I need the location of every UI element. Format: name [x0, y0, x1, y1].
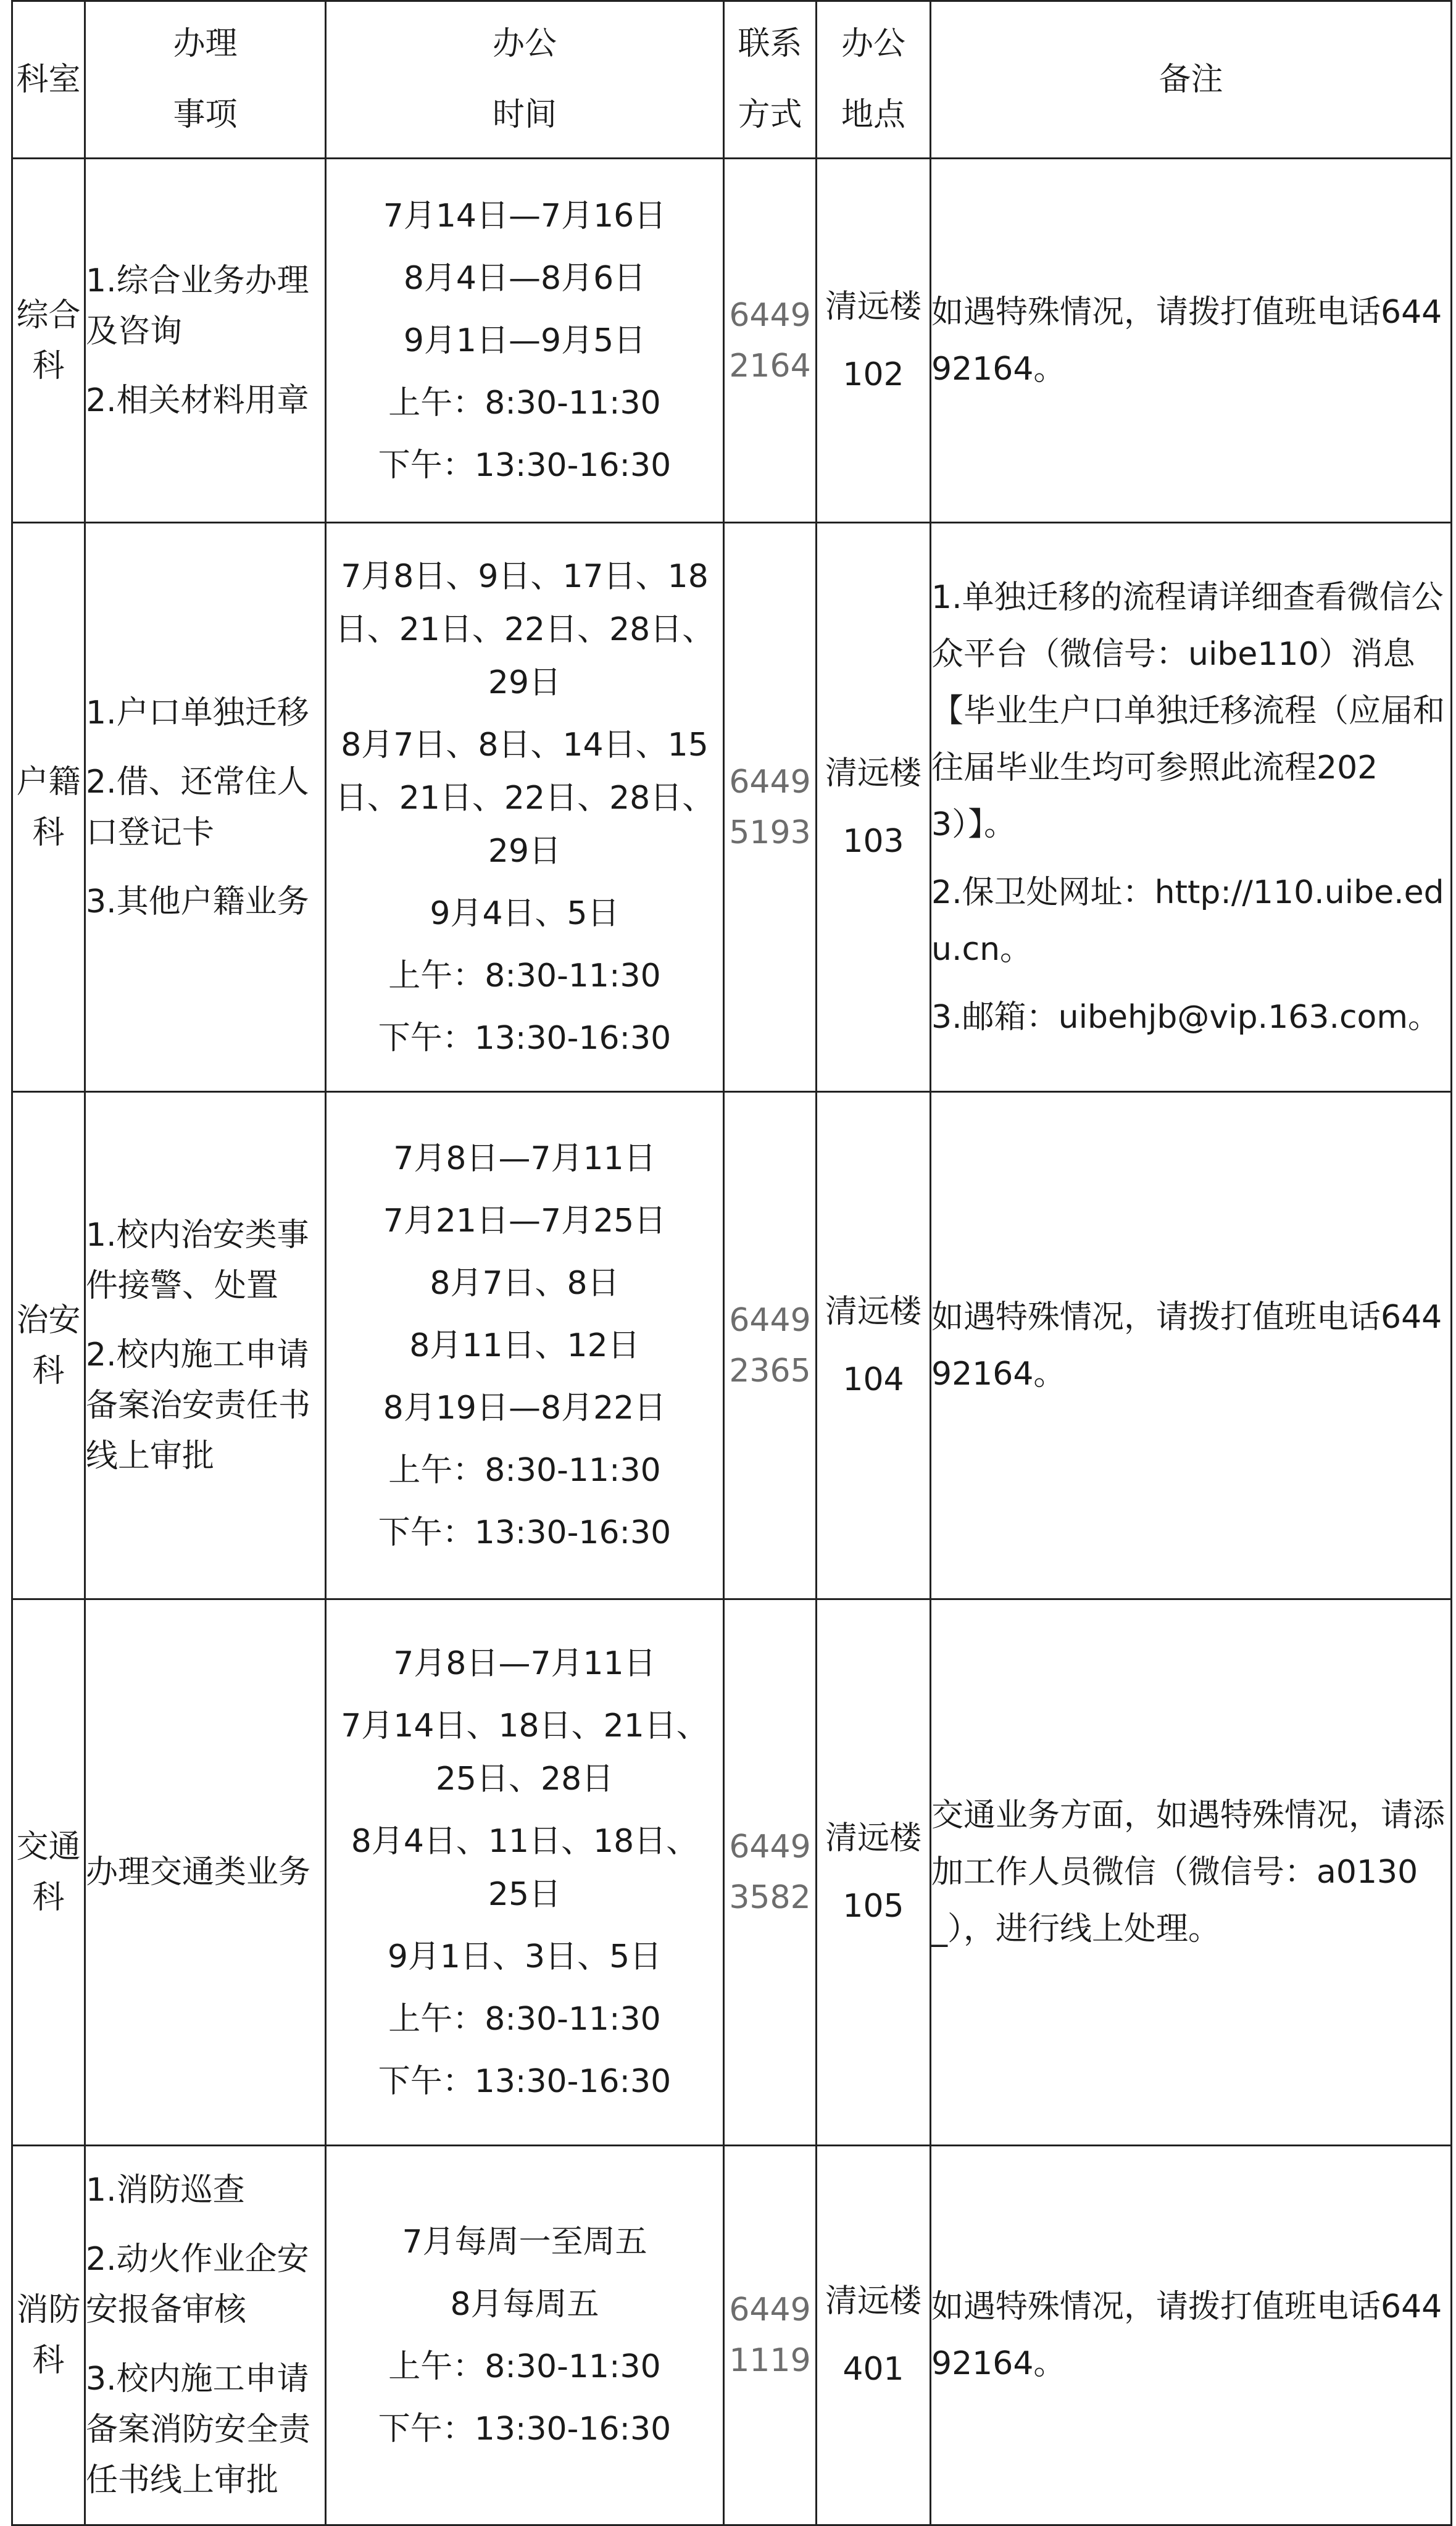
office-time: 9月1日、3日、5日 — [387, 1938, 662, 1975]
header-dept-label: 科室 — [16, 61, 81, 98]
service-item: 2.动火作业企安安报备审核 — [86, 2241, 309, 2328]
dept-cell — [12, 1092, 85, 1599]
phone-number: 3582 — [729, 1879, 811, 1916]
header-contact — [724, 1, 817, 159]
note-cell — [931, 159, 1452, 523]
office-time: 上午：8:30-11:30 — [388, 1451, 661, 1489]
office-time: 7月8日、9日、17日、18日、21日、22日、28日、29日 — [335, 557, 715, 701]
items-cell — [85, 523, 326, 1092]
dept-name: 科 — [32, 814, 65, 851]
office-time: 7月21日—7月25日 — [383, 1202, 667, 1240]
office-time: 上午：8:30-11:30 — [388, 957, 661, 994]
note-text: 如遇特殊情况，请拨打值班电话64492164。 — [931, 293, 1442, 388]
header-dept — [12, 1, 85, 159]
dept-name: 科 — [32, 1879, 65, 1916]
location-cell — [817, 2146, 931, 2525]
location-cell — [817, 1599, 931, 2146]
phone-number: 6449 — [729, 763, 811, 801]
dept-cell — [12, 1599, 85, 2146]
office-time: 上午：8:30-11:30 — [388, 384, 661, 422]
phone-number: 6449 — [729, 1301, 811, 1339]
location-cell — [817, 523, 931, 1092]
items-cell — [85, 1092, 326, 1599]
dept-cell — [12, 523, 85, 1092]
phone-number: 6449 — [729, 1828, 811, 1865]
service-item: 2.校内施工申请备案治安责任书线上审批 — [86, 1336, 311, 1475]
office-time: 8月7日、8日 — [430, 1264, 620, 1302]
header-item-label-2: 事项 — [173, 96, 238, 133]
location-cell — [817, 159, 931, 523]
header-contact-label-2: 方式 — [738, 96, 802, 133]
phone-cell — [724, 523, 817, 1092]
header-note-label: 备注 — [1159, 61, 1223, 98]
office-time: 8月11日、12日 — [409, 1327, 640, 1364]
note-cell — [931, 523, 1452, 1092]
service-item: 1.综合业务办理及咨询 — [86, 262, 309, 350]
phone-number: 2365 — [729, 1352, 811, 1390]
office-time: 8月4日—8月6日 — [403, 259, 646, 297]
office-hours-table — [11, 0, 1452, 2526]
location-room: 105 — [842, 1888, 904, 1925]
dept-name: 综合 — [16, 296, 81, 334]
office-time: 上午：8:30-11:30 — [388, 2000, 661, 2038]
location-room: 104 — [842, 1361, 904, 1398]
phone-cell — [724, 159, 817, 523]
dept-name: 科 — [32, 1352, 65, 1390]
office-time: 下午：13:30-16:30 — [378, 2062, 672, 2100]
note-email: 3.邮箱：uibehjb@vip.163.com。 — [931, 998, 1441, 1036]
office-time: 7月14日、18日、21日、25日、28日 — [341, 1707, 709, 1798]
header-item — [85, 1, 326, 159]
office-time: 上午：8:30-11:30 — [388, 2348, 661, 2385]
office-time: 8月每周五 — [450, 2285, 599, 2323]
dept-name: 治安 — [16, 1301, 81, 1339]
times-cell — [326, 159, 724, 523]
office-time: 7月每周一至周五 — [402, 2223, 647, 2261]
header-location-label-1: 办公 — [841, 25, 905, 62]
dept-name: 户籍 — [16, 763, 81, 801]
dept-name: 交通 — [16, 1828, 81, 1865]
table-row — [12, 1599, 1452, 2146]
schedule-sheet — [11, 0, 1450, 2524]
times-cell — [326, 1092, 724, 1599]
note-text: 1.单独迁移的流程请详细查看微信公众平台（微信号：uibe110）消息【毕业生户口单独迁移流程（应届和往届毕业生均可参照此流程2023）】。 — [931, 578, 1446, 843]
service-item: 2.借、还常住人口登记卡 — [86, 763, 309, 851]
service-item: 1.户口单独迁移 — [86, 694, 309, 732]
service-item: 办理交通类业务 — [86, 1854, 311, 1891]
service-item: 2.相关材料用章 — [86, 381, 309, 419]
table-row — [12, 2146, 1452, 2525]
table-row — [12, 159, 1452, 523]
note-text: 交通业务方面，如遇特殊情况，请添加工作人员微信（微信号：a0130_），进行线上处理。 — [931, 1797, 1446, 1948]
dept-name: 科 — [32, 2342, 65, 2379]
office-time: 9月1日—9月5日 — [403, 322, 646, 359]
note-cell — [931, 1599, 1452, 2146]
times-cell — [326, 523, 724, 1092]
items-cell — [85, 159, 326, 523]
dept-cell — [12, 2146, 85, 2525]
note-website: 2.保卫处网址：http://110.uibe.edu.cn。 — [931, 873, 1444, 968]
phone-number: 6449 — [729, 296, 811, 334]
header-time-label-1: 办公 — [492, 25, 557, 62]
office-time: 8月4日、11日、18日、25日 — [351, 1822, 699, 1913]
note-text: 如遇特殊情况，请拨打值班电话64492164。 — [931, 1298, 1442, 1393]
location-cell — [817, 1092, 931, 1599]
office-time: 8月19日—8月22日 — [383, 1389, 667, 1427]
header-time-label-2: 时间 — [492, 96, 557, 133]
office-time: 9月4日、5日 — [430, 894, 620, 932]
dept-name: 消防 — [16, 2291, 81, 2328]
phone-cell — [724, 1599, 817, 2146]
office-time: 下午：13:30-16:30 — [378, 1514, 672, 1551]
phone-number: 2164 — [729, 347, 811, 385]
header-location-label-2: 地点 — [841, 96, 905, 133]
header-location — [817, 1, 931, 159]
times-cell — [326, 1599, 724, 2146]
dept-cell — [12, 159, 85, 523]
note-cell — [931, 1092, 1452, 1599]
service-item: 1.校内治安类事件接警、处置 — [86, 1216, 309, 1304]
location-building: 清远楼 — [825, 1293, 921, 1330]
note-cell — [931, 2146, 1452, 2525]
phone-cell — [724, 2146, 817, 2525]
office-time: 7月8日—7月11日 — [393, 1140, 656, 1177]
location-building: 清远楼 — [825, 288, 921, 325]
office-time: 7月8日—7月11日 — [393, 1644, 656, 1682]
location-room: 102 — [842, 356, 904, 393]
times-cell — [326, 2146, 724, 2525]
location-room: 103 — [842, 822, 904, 860]
header-note — [931, 1, 1452, 159]
office-time: 8月7日、8日、14日、15日、21日、22日、28日、29日 — [335, 726, 715, 870]
table-header-row — [12, 1, 1452, 159]
service-item: 1.消防巡查 — [86, 2172, 245, 2209]
table-row — [12, 523, 1452, 1092]
phone-cell — [724, 1092, 817, 1599]
office-time: 下午：13:30-16:30 — [378, 2410, 672, 2448]
table-row — [12, 1092, 1452, 1599]
location-room: 401 — [842, 2351, 904, 2388]
phone-number: 6449 — [729, 2291, 811, 2328]
location-building: 清远楼 — [825, 1820, 921, 1857]
phone-number: 5193 — [729, 814, 811, 851]
header-contact-label-1: 联系 — [738, 25, 802, 62]
header-item-label-1: 办理 — [173, 25, 238, 62]
header-time — [326, 1, 724, 159]
office-time: 7月14日—7月16日 — [383, 197, 667, 235]
items-cell — [85, 1599, 326, 2146]
location-building: 清远楼 — [825, 2283, 921, 2320]
service-item: 3.其他户籍业务 — [86, 883, 309, 920]
items-cell — [85, 2146, 326, 2525]
phone-number: 1119 — [729, 2342, 811, 2379]
service-item: 3.校内施工申请备案消防安全责任书线上审批 — [86, 2361, 311, 2499]
location-building: 清远楼 — [825, 754, 921, 792]
dept-name: 科 — [32, 347, 65, 385]
note-text: 如遇特殊情况，请拨打值班电话64492164。 — [931, 2288, 1442, 2382]
office-time: 下午：13:30-16:30 — [378, 446, 672, 484]
office-time: 下午：13:30-16:30 — [378, 1019, 672, 1057]
